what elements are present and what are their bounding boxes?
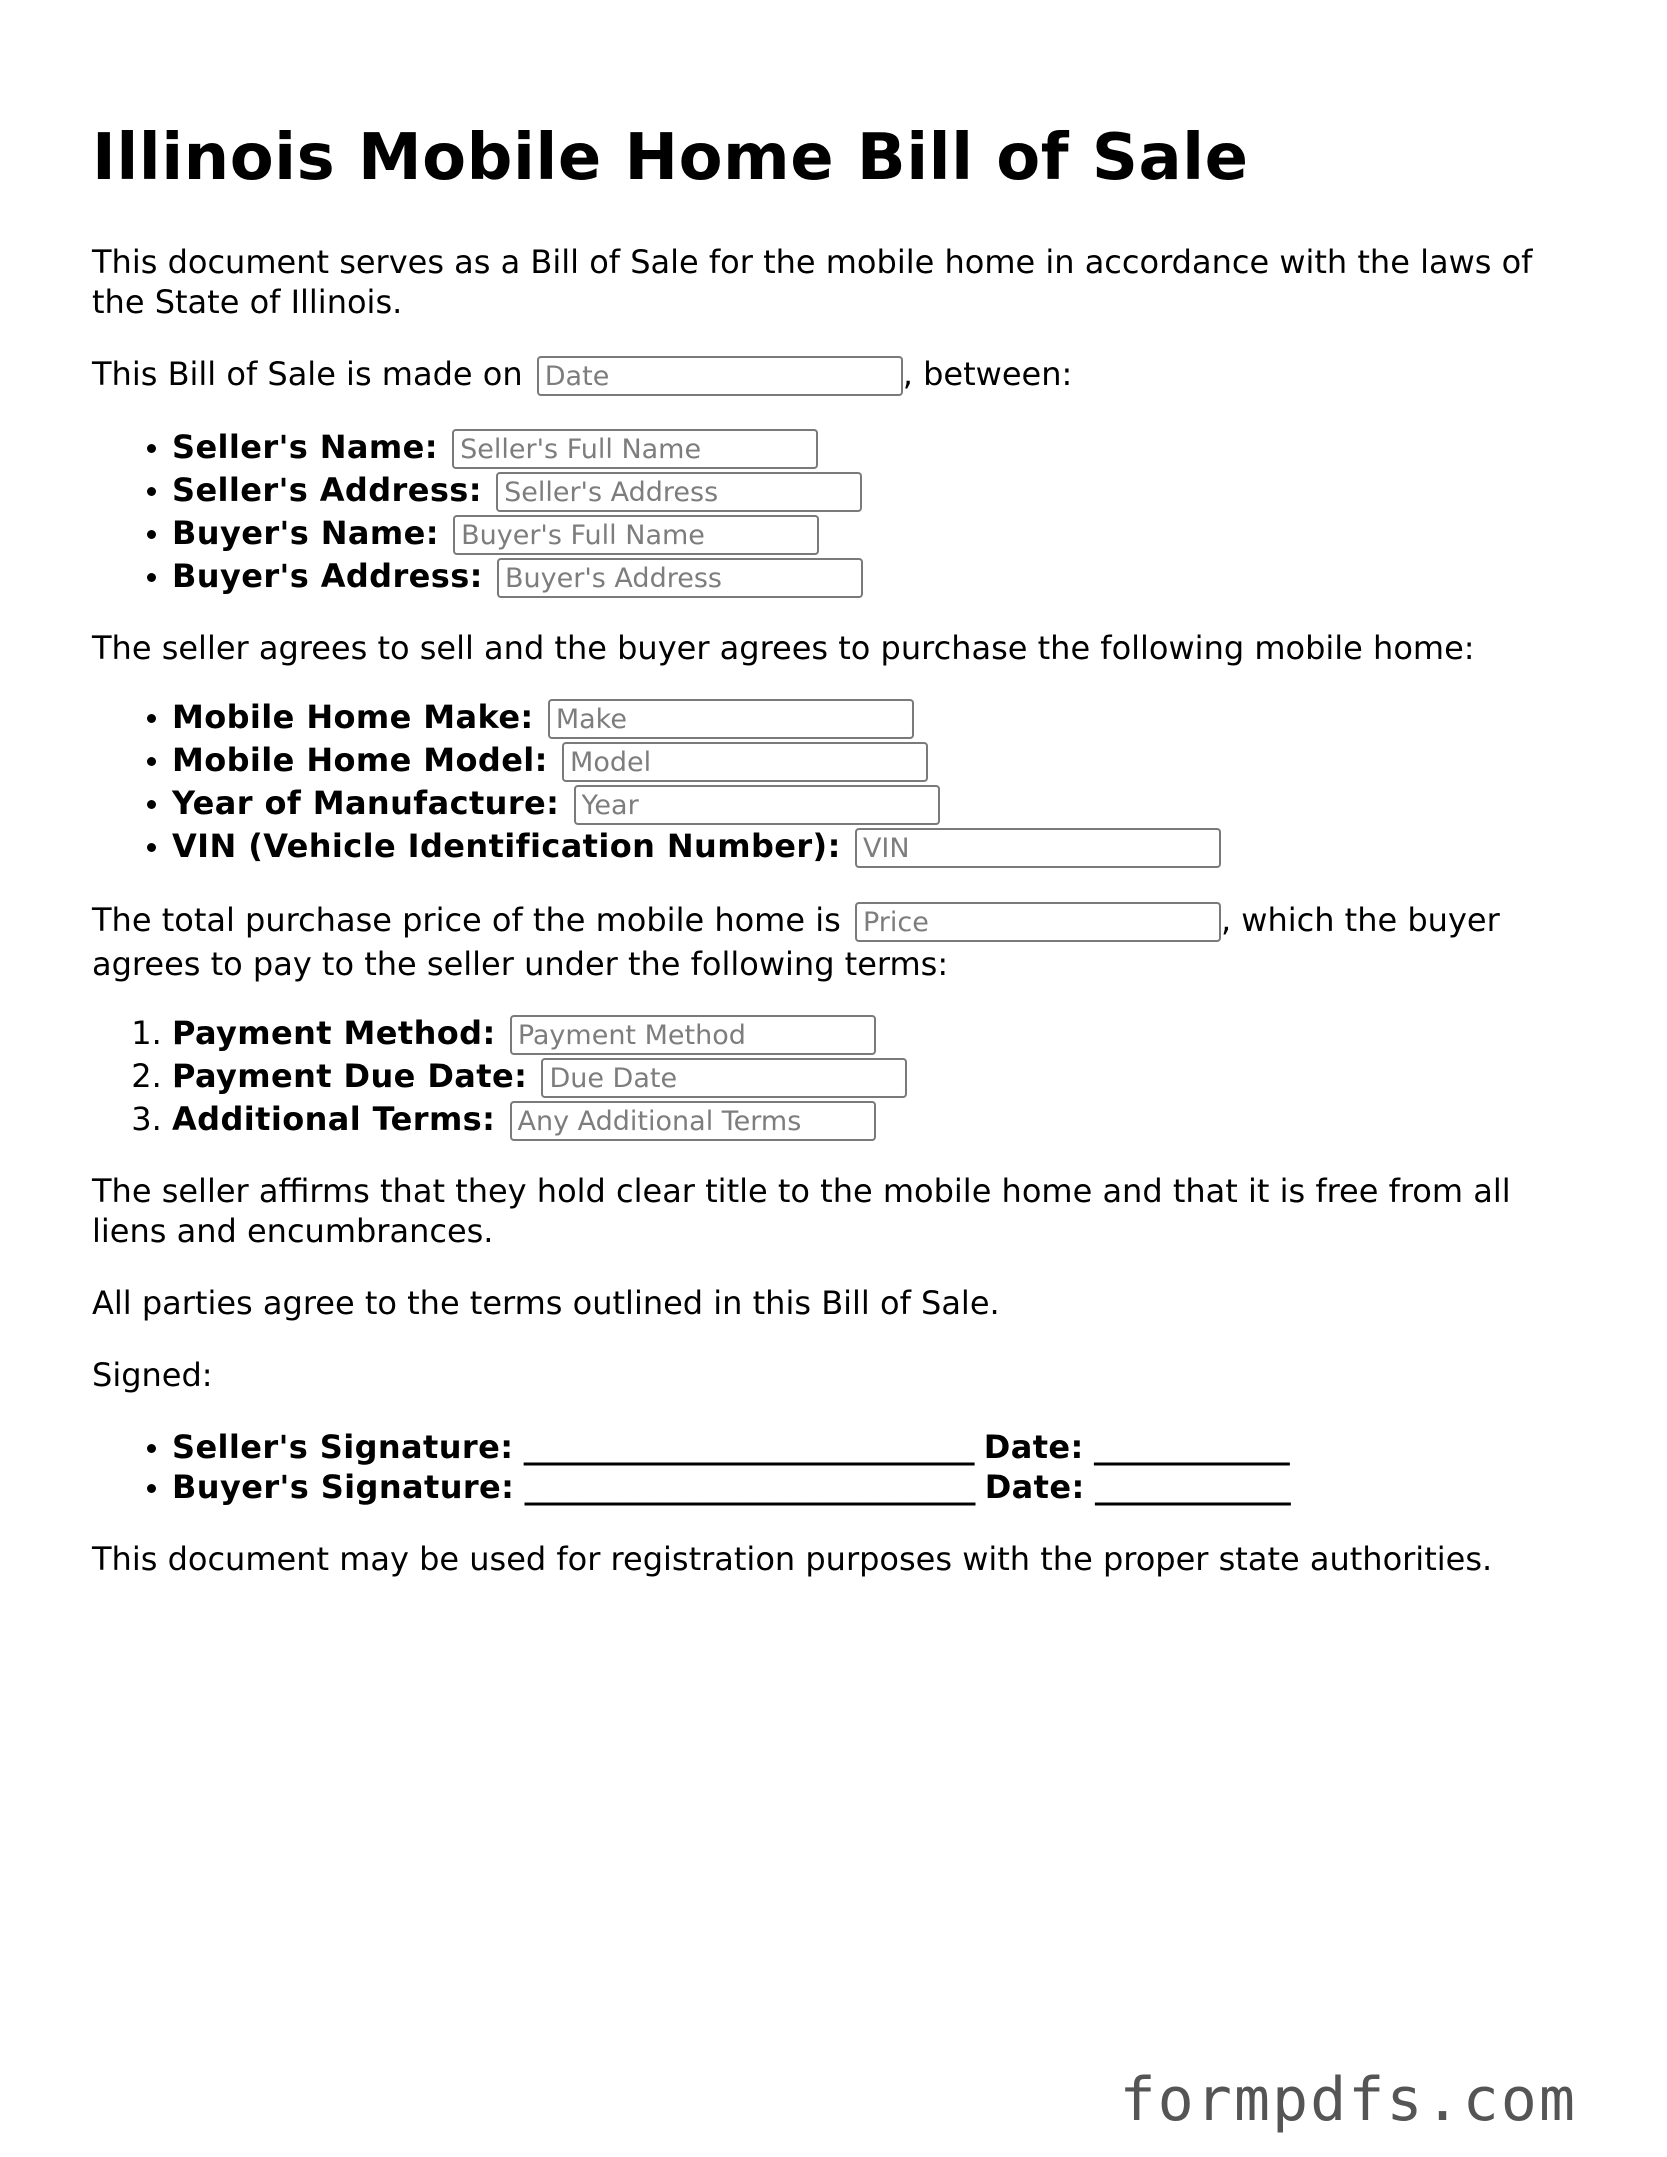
year-label: Year of Manufacture: [172, 784, 560, 822]
additional-terms-input[interactable] [510, 1101, 876, 1141]
parties-list [92, 426, 1592, 598]
list-item [172, 739, 1592, 782]
title-clause-paragraph: The seller affirms that they hold clear title to the mobile home and that it is free from all liens and encumbrances. [92, 1172, 1511, 1250]
seller-date-line: _____________ [1093, 1428, 1289, 1466]
home-intro-paragraph: The seller agrees to sell and the buyer agrees to purchase the following mobile home: [92, 629, 1475, 667]
document-page [92, 118, 1592, 1579]
made-on-paragraph [92, 352, 1592, 396]
additional-terms-label: Additional Terms: [172, 1100, 496, 1138]
make-input[interactable] [548, 699, 914, 739]
list-item [172, 1467, 1592, 1507]
due-date-input[interactable] [541, 1058, 907, 1098]
buyer-name-label: Buyer's Name: [172, 514, 439, 552]
made-on-suffix: , between: [902, 355, 1073, 393]
make-label: Mobile Home Make: [172, 698, 534, 736]
list-item [172, 555, 1592, 598]
signatures-list [92, 1427, 1592, 1507]
made-on-text: This Bill of Sale is made on [92, 355, 523, 393]
buyer-date-line: _____________ [1094, 1468, 1290, 1506]
price-paragraph [92, 898, 1592, 986]
payment-method-input[interactable] [510, 1015, 876, 1055]
price-input[interactable] [855, 902, 1221, 942]
buyer-address-input[interactable] [497, 558, 863, 598]
list-item [172, 1098, 1592, 1141]
seller-address-input[interactable] [496, 472, 862, 512]
list-item [172, 696, 1592, 739]
payment-method-label: Payment Method: [172, 1014, 496, 1052]
buyer-signature-label: Buyer's Signature: [172, 1468, 515, 1506]
price-suffix: , which the buyer agrees to pay to the seller under the following terms: [92, 901, 1500, 983]
intro-paragraph: This document serves as a Bill of Sale for the mobile home in accordance with the laws of the State of Illinois. [92, 243, 1533, 321]
list-item [172, 512, 1592, 555]
seller-date-label: Date: [983, 1428, 1084, 1466]
watermark: formpdfs.com [1119, 2065, 1577, 2135]
terms-list [92, 1012, 1592, 1141]
sale-date-input[interactable] [537, 356, 903, 396]
list-item [172, 782, 1592, 825]
buyer-date-label: Date: [984, 1468, 1085, 1506]
year-input[interactable] [574, 785, 940, 825]
list-item [172, 825, 1592, 868]
list-item [172, 1427, 1592, 1467]
seller-name-label: Seller's Name: [172, 428, 438, 466]
home-details-list [92, 696, 1592, 868]
list-item [172, 469, 1592, 512]
price-text: The total purchase price of the mobile home is [92, 901, 841, 939]
due-date-label: Payment Due Date: [172, 1057, 528, 1095]
vin-input[interactable] [855, 828, 1221, 868]
model-input[interactable] [562, 742, 928, 782]
list-item [172, 426, 1592, 469]
seller-name-input[interactable] [452, 429, 818, 469]
agreement-paragraph: All parties agree to the terms outlined in this Bill of Sale. [92, 1284, 1000, 1322]
seller-address-label: Seller's Address: [172, 471, 482, 509]
buyer-signature-line: ______________________________ [524, 1468, 975, 1506]
seller-signature-line: ______________________________ [523, 1428, 974, 1466]
list-item [172, 1055, 1592, 1098]
signed-label: Signed: [92, 1356, 213, 1394]
buyer-address-label: Buyer's Address: [172, 557, 483, 595]
vin-label: VIN (Vehicle Identification Number): [172, 827, 841, 865]
list-item [172, 1012, 1592, 1055]
footer-paragraph: This document may be used for registration purposes with the proper state authorities. [92, 1540, 1493, 1578]
seller-signature-label: Seller's Signature: [172, 1428, 514, 1466]
page-title: Illinois Mobile Home Bill of Sale [92, 121, 1249, 195]
model-label: Mobile Home Model: [172, 741, 548, 779]
buyer-name-input[interactable] [453, 515, 819, 555]
